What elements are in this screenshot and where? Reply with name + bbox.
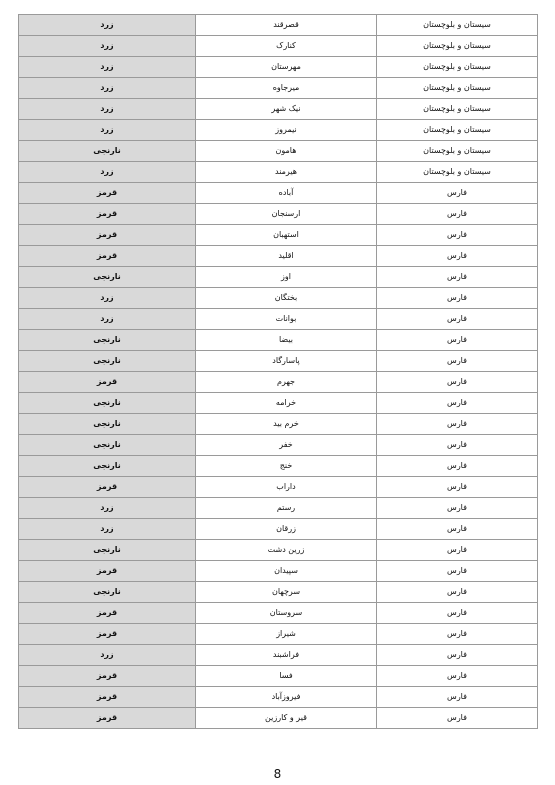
county-status-table	[18, 14, 538, 729]
table-row	[19, 36, 538, 57]
province-cell: فارس	[377, 603, 538, 624]
table-row	[19, 645, 538, 666]
table-row	[19, 246, 538, 267]
status-cell: قرمز	[19, 477, 196, 498]
table-row	[19, 225, 538, 246]
table-row	[19, 99, 538, 120]
province-cell: سیستان و بلوچستان	[377, 141, 538, 162]
status-cell: نارنجی	[19, 393, 196, 414]
status-cell: نارنجی	[19, 267, 196, 288]
county-cell: میرجاوه	[196, 78, 377, 99]
county-cell: شیراز	[196, 624, 377, 645]
table-row	[19, 141, 538, 162]
table-row	[19, 687, 538, 708]
status-cell: زرد	[19, 645, 196, 666]
table-row	[19, 372, 538, 393]
table-row	[19, 561, 538, 582]
county-cell: ارسنجان	[196, 204, 377, 225]
table-row	[19, 330, 538, 351]
table-row	[19, 519, 538, 540]
province-cell: فارس	[377, 393, 538, 414]
table-row	[19, 183, 538, 204]
status-cell: زرد	[19, 36, 196, 57]
province-cell: سیستان و بلوچستان	[377, 99, 538, 120]
status-cell: قرمز	[19, 624, 196, 645]
province-cell: فارس	[377, 372, 538, 393]
county-cell: بیضا	[196, 330, 377, 351]
county-cell: زرین دشت	[196, 540, 377, 561]
status-cell: قرمز	[19, 687, 196, 708]
status-cell: قرمز	[19, 708, 196, 729]
province-cell: فارس	[377, 687, 538, 708]
status-cell: زرد	[19, 57, 196, 78]
county-cell: مهرستان	[196, 57, 377, 78]
table-row	[19, 708, 538, 729]
status-cell: زرد	[19, 162, 196, 183]
table-row	[19, 666, 538, 687]
province-cell: سیستان و بلوچستان	[377, 120, 538, 141]
table-row	[19, 162, 538, 183]
county-cell: اوز	[196, 267, 377, 288]
county-cell: خفر	[196, 435, 377, 456]
county-cell: استهبان	[196, 225, 377, 246]
province-cell: فارس	[377, 624, 538, 645]
province-cell: فارس	[377, 351, 538, 372]
status-cell: قرمز	[19, 603, 196, 624]
table-row	[19, 15, 538, 36]
status-cell: زرد	[19, 288, 196, 309]
status-cell: نارنجی	[19, 540, 196, 561]
county-cell: نیک شهر	[196, 99, 377, 120]
county-cell: قصرقند	[196, 15, 377, 36]
status-cell: زرد	[19, 120, 196, 141]
table-row	[19, 477, 538, 498]
status-cell: قرمز	[19, 372, 196, 393]
county-cell: خرم بید	[196, 414, 377, 435]
table-row	[19, 120, 538, 141]
table-body	[19, 15, 538, 729]
table-row	[19, 624, 538, 645]
county-cell: سروستان	[196, 603, 377, 624]
status-cell: قرمز	[19, 225, 196, 246]
county-cell: رستم	[196, 498, 377, 519]
county-cell: نیمروز	[196, 120, 377, 141]
county-cell: فراشبند	[196, 645, 377, 666]
county-cell: پاسارگاد	[196, 351, 377, 372]
county-cell: هیرمند	[196, 162, 377, 183]
province-cell: فارس	[377, 582, 538, 603]
county-cell: خنج	[196, 456, 377, 477]
status-cell: زرد	[19, 99, 196, 120]
county-cell: آباده	[196, 183, 377, 204]
county-cell: داراب	[196, 477, 377, 498]
province-cell: سیستان و بلوچستان	[377, 57, 538, 78]
province-cell: سیستان و بلوچستان	[377, 36, 538, 57]
province-cell: فارس	[377, 498, 538, 519]
table-row	[19, 393, 538, 414]
province-cell: فارس	[377, 561, 538, 582]
status-cell: نارنجی	[19, 414, 196, 435]
status-cell: نارنجی	[19, 456, 196, 477]
status-cell: زرد	[19, 498, 196, 519]
county-cell: بوانات	[196, 309, 377, 330]
status-cell: قرمز	[19, 246, 196, 267]
table-row	[19, 309, 538, 330]
province-cell: سیستان و بلوچستان	[377, 162, 538, 183]
province-cell: فارس	[377, 330, 538, 351]
county-cell: کنارک	[196, 36, 377, 57]
county-cell: اقلید	[196, 246, 377, 267]
table-row	[19, 603, 538, 624]
status-cell: زرد	[19, 519, 196, 540]
table-row	[19, 267, 538, 288]
table-row	[19, 288, 538, 309]
table-row	[19, 351, 538, 372]
status-cell: قرمز	[19, 561, 196, 582]
province-cell: فارس	[377, 414, 538, 435]
county-cell: زرقان	[196, 519, 377, 540]
province-cell: فارس	[377, 225, 538, 246]
province-cell: فارس	[377, 309, 538, 330]
province-cell: فارس	[377, 246, 538, 267]
status-cell: قرمز	[19, 183, 196, 204]
province-cell: سیستان و بلوچستان	[377, 78, 538, 99]
status-cell: نارنجی	[19, 435, 196, 456]
page-number: 8	[273, 767, 282, 781]
province-cell: فارس	[377, 288, 538, 309]
county-cell: جهرم	[196, 372, 377, 393]
county-cell: سرچهان	[196, 582, 377, 603]
province-cell: فارس	[377, 183, 538, 204]
province-cell: فارس	[377, 708, 538, 729]
province-cell: فارس	[377, 666, 538, 687]
status-cell: نارنجی	[19, 582, 196, 603]
province-cell: فارس	[377, 477, 538, 498]
province-cell: فارس	[377, 519, 538, 540]
province-cell: فارس	[377, 645, 538, 666]
table-row	[19, 456, 538, 477]
table-row	[19, 498, 538, 519]
table-row	[19, 57, 538, 78]
status-cell: زرد	[19, 309, 196, 330]
table-row	[19, 78, 538, 99]
status-cell: قرمز	[19, 666, 196, 687]
status-cell: نارنجی	[19, 141, 196, 162]
county-cell: هامون	[196, 141, 377, 162]
county-cell: خرامه	[196, 393, 377, 414]
status-cell: نارنجی	[19, 330, 196, 351]
table-row	[19, 414, 538, 435]
province-cell: سیستان و بلوچستان	[377, 15, 538, 36]
province-cell: فارس	[377, 267, 538, 288]
county-cell: سپیدان	[196, 561, 377, 582]
table-row	[19, 540, 538, 561]
status-cell: زرد	[19, 15, 196, 36]
province-cell: فارس	[377, 456, 538, 477]
table-row	[19, 435, 538, 456]
province-cell: فارس	[377, 540, 538, 561]
province-cell: فارس	[377, 204, 538, 225]
county-cell: قیر و کارزین	[196, 708, 377, 729]
status-cell: نارنجی	[19, 351, 196, 372]
table-row	[19, 204, 538, 225]
table-row	[19, 582, 538, 603]
county-cell: فیروزآباد	[196, 687, 377, 708]
status-cell: قرمز	[19, 204, 196, 225]
status-cell: زرد	[19, 78, 196, 99]
county-cell: فسا	[196, 666, 377, 687]
county-cell: بختگان	[196, 288, 377, 309]
province-cell: فارس	[377, 435, 538, 456]
